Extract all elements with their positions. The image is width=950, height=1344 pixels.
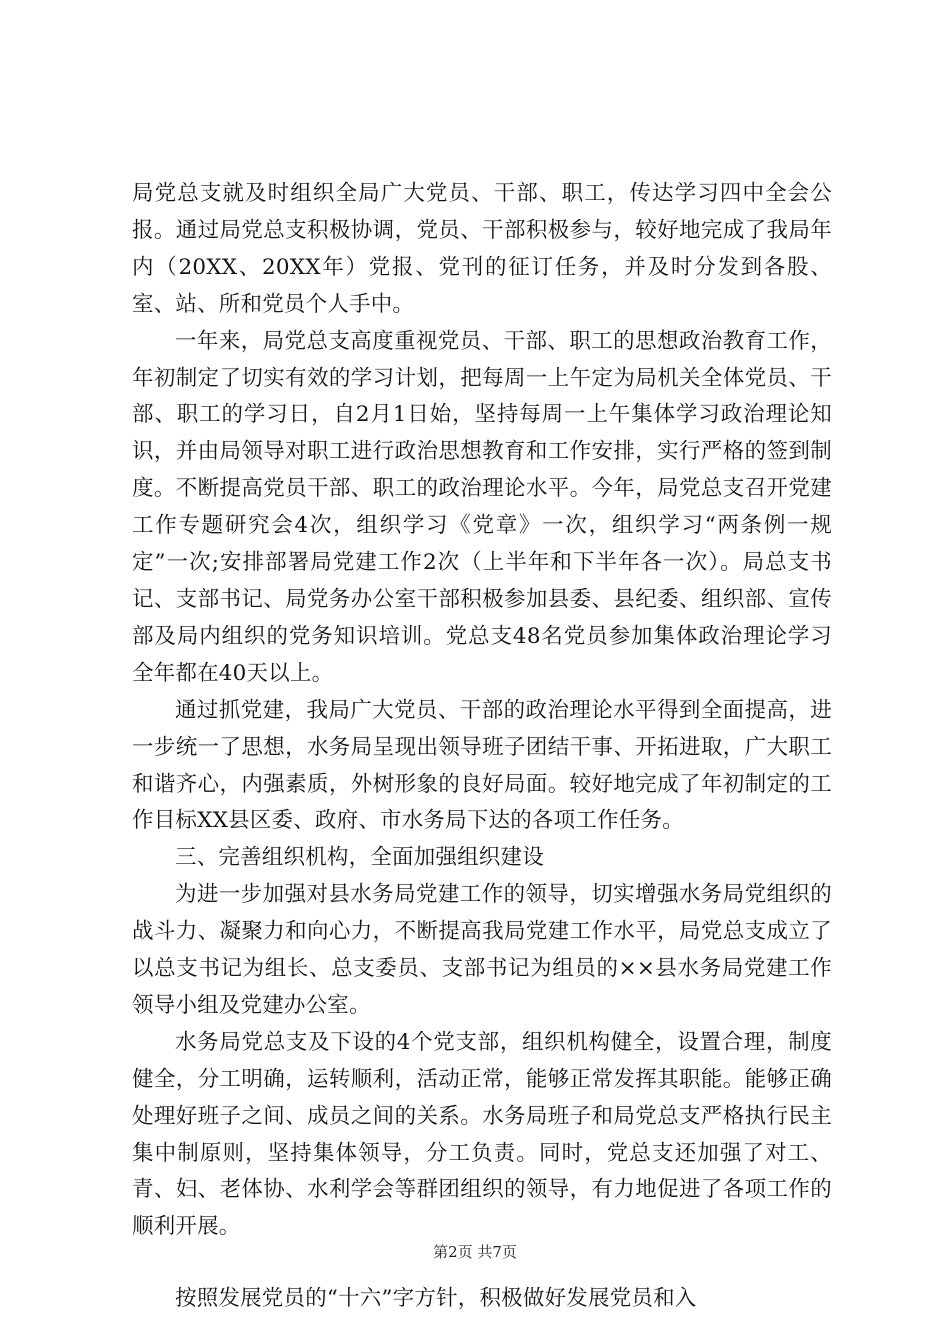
paragraph-results: 通过抓党建，我局广大党员、干部的政治理论水平得到全面提高，进一步统一了思想，水务局呈现出领导班子团结干事、开拓进取，广大职工和谐齐心，内强素质，外树形象的良好局面。较好地完成了年初制定的工作目标XX县区委、政府、市水务局下达的各项工作任务。 — [132, 697, 832, 834]
paragraph-party-development: 按照发展党员的“十六”字方针，积极做好发展党员和入 — [175, 1286, 697, 1312]
paragraph-continuation: 局党总支就及时组织全局广大党员、干部、职工，传达学习四中全会公报。通过局党总支积极协调，党员、干部积极参与，较好地完成了我局年内（20XX、20XX年）党报、党刊的征订任务，并及时分发到各股、室、站、所和党员个人手中。 — [132, 181, 832, 317]
section-heading: 三、完善组织机构，全面加强组织建设 — [175, 845, 544, 871]
paragraph-leadership-group: 为进一步加强对县水务局党建工作的领导，切实增强水务局党组织的战斗力、凝聚力和向心力，不断提高我局党建工作水平，局党总支成立了以总支书记为组长、总支委员、支部书记为组员的××县水务局党建工作领导小组及党建办公室。 — [132, 882, 832, 1018]
paragraph-organization: 水务局党总支及下设的4个党支部，组织机构健全，设置合理，制度健全，分工明确，运转顺利，活动正常，能够正常发挥其职能。能够正确处理好班子之间、成员之间的关系。水务局班子和局党总支严格执行民主集中制原则，坚持集体领导，分工负责。同时，党总支还加强了对工、青、妇、老体协、水利学会等群团组织的领导，有力地促进了各项工作的顺利开展。 — [132, 1029, 832, 1240]
paragraph-study-education: 一年来，局党总支高度重视党员、干部、职工的思想政治教育工作，年初制定了切实有效的学习计划，把每周一上午定为局机关全体党员、干部、职工的学习日，自2月1日始，坚持每周一上午集体学习政治理论知识，并由局领导对职工进行政治思想教育和工作安排，实行严格的签到制度。不断提高党员干部、职工的政治理论水平。今年，局党总支召开党建工作专题研究会4次，组织学习《党章》一次，组织学习“两条例一规定”一次;安排部署局党建工作2次（上半年和下半年各一次）。局总支书记、支部书记、局党务办公室干部积极参加县委、县纪委、组织部、宣传部及局内组织的党务知识培训。党总支48名党员参加集体政治理论学习全年都在40天以上。 — [132, 328, 832, 686]
document-body — [132, 176, 832, 1318]
page-number-footer: 第2页 共7页 — [433, 1243, 517, 1261]
